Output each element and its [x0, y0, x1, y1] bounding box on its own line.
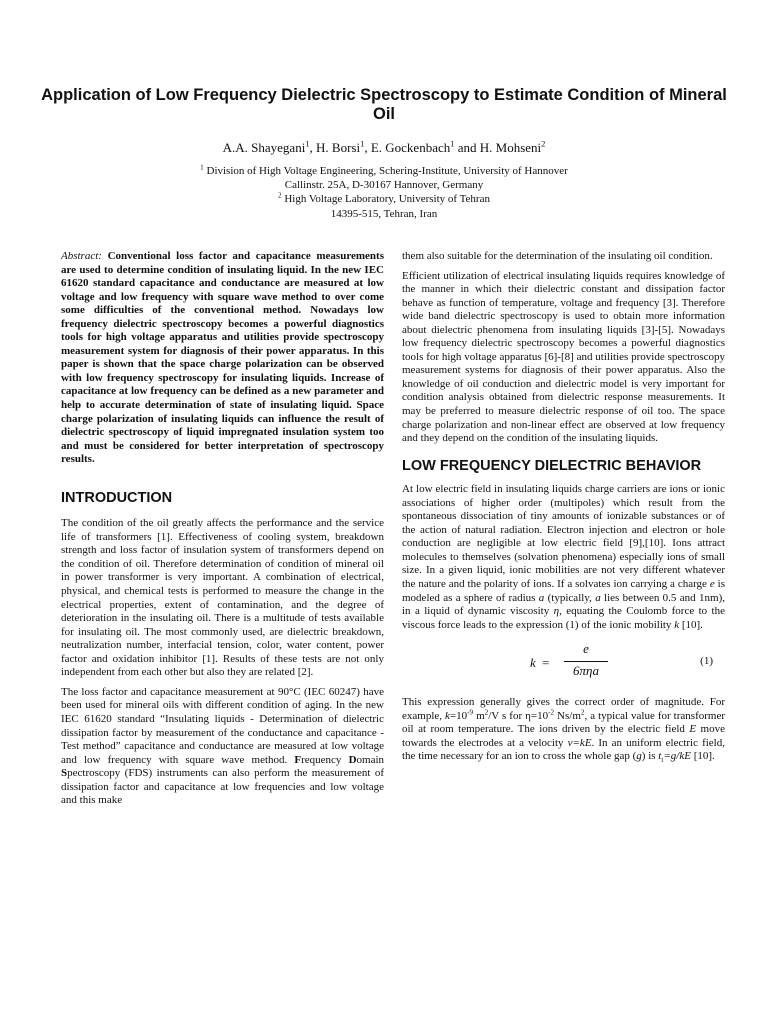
math-symbol: η: [553, 605, 560, 618]
abstract-label: Abstract:: [61, 250, 102, 262]
author-line: [0, 140, 768, 156]
formula-equals: =: [542, 655, 550, 671]
paragraph-text: This expression generally gives the correct order of magnitude. For example,: [402, 696, 725, 722]
subscript: t: [661, 756, 664, 765]
paragraph-text: ) is: [641, 750, 659, 763]
paragraph-text: is modeled as a sphere of radius: [402, 578, 725, 604]
paragraph-text: lies between 0.5 and 1nm), in a liquid of dynamic viscosity: [402, 591, 725, 618]
introduction-heading: INTRODUCTION: [61, 489, 173, 506]
affiliation-text: Division of High Voltage Engineering, Schering-Institute, University of Hannover: [206, 165, 568, 177]
author-separator: and: [454, 140, 480, 155]
author-affiliation-mark: 2: [541, 138, 546, 149]
acronym-letter: F: [294, 753, 302, 766]
paragraph-text: [10].: [679, 618, 703, 631]
paragraph-text: requency: [301, 753, 349, 766]
paragraph-text: m: [473, 709, 485, 722]
paper-title: Application of Low Frequency Dielectric Spectroscopy to Estimate Condition of Mineral Oil: [41, 86, 727, 123]
math-symbol: e: [709, 578, 715, 591]
paragraph-text: /V s for η=10: [488, 709, 549, 722]
exponent: 2: [484, 708, 489, 717]
right-column: [402, 250, 725, 764]
author-separator: ,: [364, 140, 371, 155]
math-symbol: k: [445, 709, 450, 722]
formula-numerator: e: [583, 641, 589, 657]
lfdb-paragraph-2: [402, 696, 725, 764]
affiliation-line: [0, 178, 768, 192]
affiliations: [0, 164, 768, 221]
left-column: [61, 250, 384, 808]
author-name: A.A. Shayegani: [222, 140, 306, 155]
paragraph-text: Ns/m: [554, 709, 581, 722]
introduction-paragraph-4: Efficient utilization of electrical insulating liquids requires knowledge of the manner in which their dielectric constant and dissipation factor behave as function of temperature, voltage and frequency [3]. Therefore wide band dielectric spectroscopy is used to obtain more information about dielectric phenomena from insulating liquids [3]-[5]. Nowadays low frequency dielectric spectroscopy becomes a powerful diagnostics tools for high voltage apparatus [6]-[8] and utilities provide spectroscopy measurement systems for diagnosis of their power apparatus. Also the knowledge of oil conduction and dielectric model is very important for condition analysis obtained from dielectric response measurements. It may be preferred to measure dielectric response of oil too. The space charge polarization and non-linear effect are observed at low frequency and they depend on the condition of the insulating liquids.: [402, 269, 725, 445]
paragraph-text: , a typical value for transformer oil at room temperature. The ions driven by the electric field: [402, 709, 725, 736]
math-symbol: a: [538, 591, 545, 604]
author-name: H. Mohseni: [479, 140, 542, 155]
paragraph-text: (typically,: [544, 591, 596, 604]
abstract-text: Conventional loss factor and capacitance measurements are used to determine condition of insulating liquid. In the new IEC 61620 standard capacitance and conductance are measured at low voltage and low frequency with square wave method to over come some difficulties of the conventional method. Nowadays low frequency dielectric spectroscopy becomes a powerful diagnostics tools for high voltage apparatus and utilities provide spectroscopy measurement system for diagnosis of their power apparatus. In this paper is shown that the space charge polarization can be observed with low frequency spectroscopy for insulating liquids. Increase of capacitance at low frequency can be defined as a new parameter and help to accurate determination of state of insulating liquid. Space charge polarization of insulating liquids can influence the result of dielectric spectroscopy of liquid impregnated insulation system too and must be considered for better interpretation of spectroscopy results.: [61, 250, 384, 466]
affiliation-text: 14395-515, Tehran, Iran: [330, 207, 438, 220]
affiliation-mark: 1: [200, 163, 204, 172]
formula-denominator: 6πηa: [573, 663, 599, 679]
affiliation-line: [0, 164, 768, 178]
paragraph-text: The loss factor and capacitance measurement at 90°C (IEC 60247) have been used for mineral oils with different condition of aging. In the new IEC 61620 standard “Insulating liquids - Determination of dielectric dissipation factor by measurement of the conductance and capacitance - Test method” capacitance and conductance are measured at low voltage and low frequency with square wave method.: [61, 685, 384, 766]
fraction-bar: [564, 661, 608, 662]
paragraph-text: , equating the Coulomb force to the viscous force leads to the expression (1) of the ionic mobility: [402, 605, 725, 631]
paragraph-text: move towards the electrodes at a velocity: [402, 723, 725, 749]
acronym-letter: D: [348, 753, 357, 766]
abstract-paragraph: [61, 250, 384, 467]
affiliation-line: [0, 207, 768, 221]
introduction-paragraph-3: them also suitable for the determination of the insulating oil condition.: [402, 250, 713, 262]
author-affiliation-mark: 1: [450, 138, 455, 149]
math-symbol: g: [636, 750, 642, 763]
author-separator: ,: [309, 140, 317, 155]
paragraph-text: . In an uniform electric field, the time necessary for an ion to cross the whole gap (: [402, 736, 725, 763]
affiliation-mark: 2: [278, 191, 282, 200]
exponent: -2: [548, 708, 555, 717]
paragraph-text: =10: [449, 709, 468, 722]
equation-1: [402, 642, 725, 692]
math-symbol: a: [595, 591, 601, 604]
paragraph-text: [10].: [690, 750, 715, 763]
lfdb-paragraph-1: [402, 483, 725, 632]
math-symbol: k: [674, 618, 680, 631]
equation-number: (1): [700, 655, 713, 668]
acronym-letter: S: [61, 767, 68, 780]
paragraph-text: omain: [356, 753, 385, 766]
paragraph-text: pectroscopy (FDS) instruments can also perform the measurement of dissipation factor and capacitance at low frequencies and low voltage and this make: [61, 767, 384, 807]
affiliation-line: [0, 192, 768, 206]
author-name: H. Borsi: [316, 140, 361, 155]
exponent: 2: [580, 708, 585, 717]
math-symbol: v=kE: [567, 736, 592, 749]
affiliation-text: High Voltage Laboratory, University of Tehran: [284, 193, 490, 206]
affiliation-text: Callinstr. 25A, D-30167 Hannover, Germany: [284, 179, 484, 192]
exponent: -9: [467, 708, 474, 717]
introduction-paragraph-2: [61, 686, 384, 808]
author-affiliation-mark: 1: [360, 138, 365, 149]
paragraph-text: At low electric field in insulating liquids charge carriers are ions or ionic associations of higher order (multipoles) which result from the spontaneous dissociation of tiny amounts of ionizable substances or of the action of natural radiation. Electron injection and electron or hole conduction are negligible at low electric field [9],[10]. Ions attract molecules to themselves (solvation phenomena) especially ions of small size. In a given liquid, ionic mobilities are not very different whatever the nature and the polarity of ions. If a solvates ion carrying a charge: [402, 483, 725, 591]
math-symbol: t: [658, 750, 662, 763]
author-name: E. Gockenbach: [370, 140, 451, 155]
math-symbol: E: [689, 723, 697, 736]
author-affiliation-mark: 1: [305, 138, 310, 149]
lfdb-heading: LOW FREQUENCY DIELECTRIC BEHAVIOR: [402, 457, 702, 474]
introduction-paragraph-1: The condition of the oil greatly affects the performance and the service life of transformers [1]. Effectiveness of cooling system, breakdown strength and loss factor of insulation system of transformers depend on the condition of oil. Therefore determination of condition of mineral oil in power transformer is very important. A combination of electrical, physical, and chemical tests is performed to measure the change in the electrical properties, extent of contamination, and the degree of deterioration in the insulating oil. There is a multitude of tests available for insulating oil. The most commonly used, are dielectric breakdown, neutralization number, interfacial tension, color, water content, power factor and oxidation inhibitor [1]. Results of these tests are not only independent from each other but also they are related [2].: [61, 517, 384, 679]
formula-lhs: k: [530, 655, 536, 671]
math-symbol: =g/kE: [663, 750, 691, 763]
